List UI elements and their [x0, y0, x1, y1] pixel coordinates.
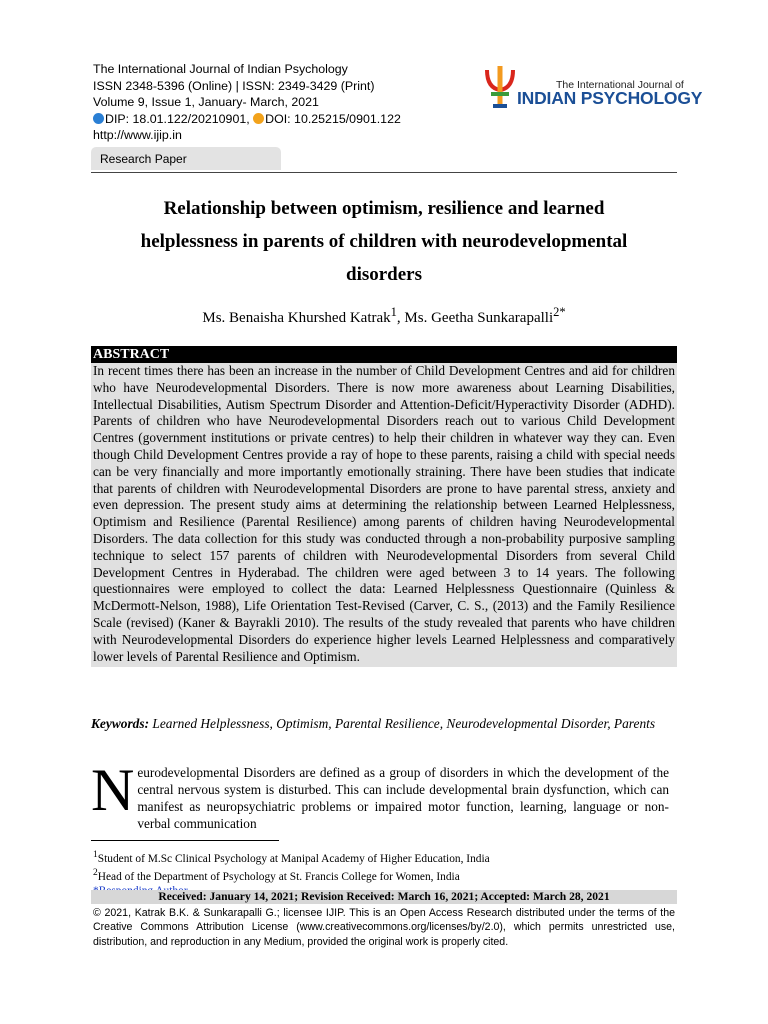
paper-type-label: Research Paper [100, 152, 187, 166]
intro-paragraph [91, 757, 669, 832]
footnote-divider [91, 840, 279, 841]
author-affiliation-mark: 1 [390, 305, 397, 319]
intro-text: eurodevelopmental Disorders are defined as a group of disorders in which the development of the central nervous system is disturbed. This can include developmental brain dysfunction, which can manifest as neuropsychiatric problems or impaired motor function, learning, language or non-verbal communication [137, 765, 669, 831]
journal-name: The International Journal of Indian Psychology [93, 62, 348, 76]
title-line: Relationship between optimism, resilience and learned [163, 198, 605, 219]
footnote-2: $^2$Head of the Department of Psychology at St. Francis College for Women, India [93, 867, 460, 883]
title-line: disorders [346, 264, 422, 285]
keywords-text: Learned Helplessness, Optimism, Parental Resilience, Neurodevelopmental Disorder, Parents [149, 716, 656, 731]
footnote-mark: 1 [93, 850, 98, 860]
author-separator: , [396, 310, 405, 326]
paper-type-tab [91, 147, 281, 170]
author-affiliation-mark: 2* [553, 305, 566, 319]
dip-badge-icon [93, 113, 104, 124]
doi-badge-icon [253, 113, 264, 124]
logo-main-text: INDIAN PSYCHOLOGY [517, 88, 703, 108]
doi-line [93, 111, 401, 128]
journal-header [93, 61, 401, 144]
drop-cap: N [91, 757, 135, 823]
psi-logo-icon [482, 64, 518, 110]
header-divider [91, 172, 677, 173]
volume-line: Volume 9, Issue 1, January- March, 2021 [93, 95, 319, 110]
abstract-section [91, 346, 677, 667]
issn-line: ISSN 2348-5396 (Online) | ISSN: 2349-3429 (Print) [93, 78, 375, 93]
doi-text[interactable]: DOI: 10.25215/0901.122 [265, 111, 401, 126]
author-list [91, 305, 677, 327]
keywords [91, 715, 677, 732]
keywords-label: Keywords: [91, 716, 150, 731]
author-name: Ms. Geetha Sunkarapalli [404, 310, 554, 326]
journal-logo [482, 64, 703, 110]
abstract-text: In recent times there has been an increase in the number of Child Development Centres and aid for children who have Neurodevelopmental Disorders. There is now more awareness about Learning Disabilities, Intellectual Disabilities, Autism Spectrum Disorder and Attention-Deficit/Hyperactivity Disorder (ADHD). Parents of children who have Neurodevelopmental Disorders reach out to various Child Development Centres (government institutions or private centres) to help their children in whatever way they can. Even though Child Development Centres provide a ray of hope to these parents, raising a child with special needs can be very financially and more importantly emotionally straining. There have been studies that indicate that parents of children with Neurodevelopmental Disorders are prone to have parental stress, anxiety and even depression. The present study aims at determining the relationship between Learned Helplessness, Optimism and Resilience (Parental Resilience) among parents of children having Neurodevelopmental Disorders. The data collection for this study was conducted through a non-probability purposive sampling technique to select 157 parents of children with Neurodevelopmental Disorders from several Child Development Centres in Hyderabad. The children were aged between 3 to 14 years. The following questionnaires were employed to collect the data: Learned Helplessness Questionnaire (Quinless & McDermott-Nelson, 1988), Life Orientation Test-Revised (Carver, C. S., (2013) and the Family Resilience Scale (revised) (Kaner & Bayrakli 2010). The results of the study revealed that parents who have children with Neurodevelopmental Disorders do experience higher levels Learned Helplessness and comparatively lower levels of Parental Resilience and Optimism. [91, 363, 677, 667]
journal-url[interactable]: http://www.ijip.in [93, 128, 182, 143]
paper-title [100, 192, 668, 291]
logo-top-text: The International Journal of [556, 79, 684, 91]
abstract-heading: ABSTRACT [91, 346, 677, 363]
footnote-mark: 2 [93, 867, 98, 878]
author-name: Ms. Benaisha Khurshed Katrak [202, 310, 391, 326]
received-dates: Received: January 14, 2021; Revision Received: March 16, 2021; Accepted: March 28, 2021 [91, 890, 677, 904]
title-line: helplessness in parents of children with neurodevelopmental [140, 231, 628, 252]
dip-text[interactable]: DIP: 18.01.122/20210901, [105, 111, 250, 126]
footnote-1: $^1$Student of M.Sc Clinical Psychology at Manipal Academy of Higher Education, India [93, 850, 490, 865]
license-notice: © 2021, Katrak B.K. & Sunkarapalli G.; licensee IJIP. This is an Open Access Research distributed under the terms of the Creative Commons Attribution License (www.creativecommons.org/licenses/by/2.0), which permits unrestricted use, distribution, and reproduction in any Medium, provided the original work is properly cited. [93, 907, 675, 948]
